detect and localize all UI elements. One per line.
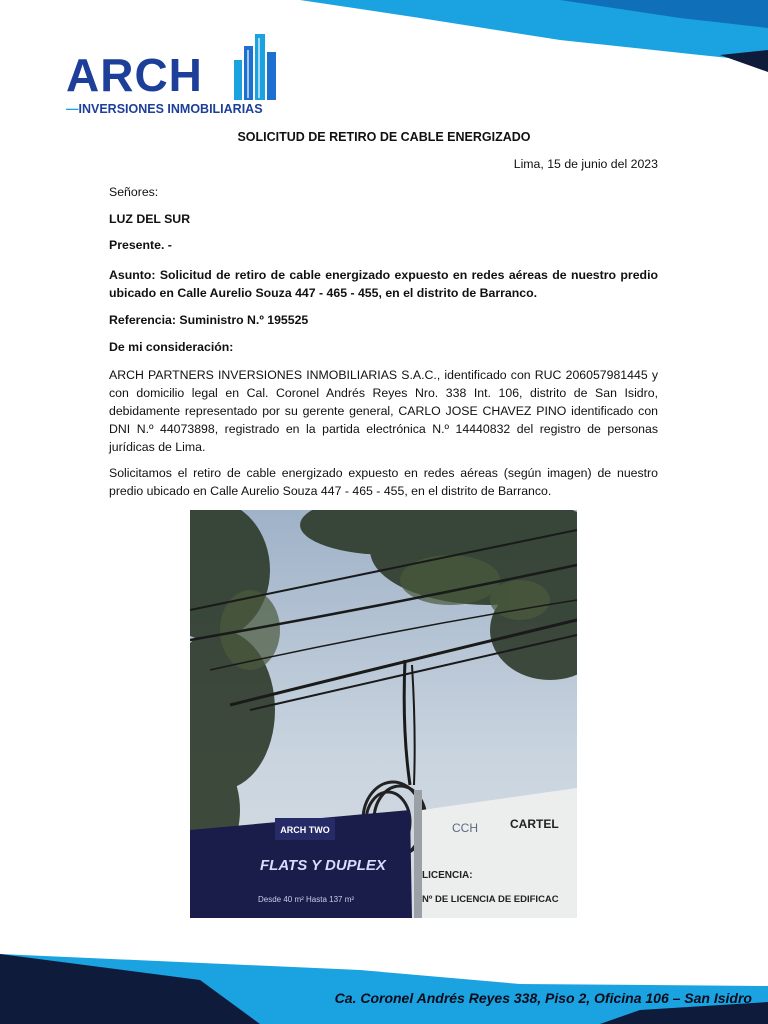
footer-address: Ca. Coronel Andrés Reyes 338, Piso 2, Oficina 106 – San Isidro	[334, 990, 752, 1006]
sign-cartel-text: CARTEL	[510, 817, 559, 831]
document-date: Lima, 15 de junio del 2023	[513, 157, 658, 171]
sign-numero-text: Nº DE LICENCIA DE EDIFICAC	[422, 894, 559, 905]
photo-illustration	[190, 510, 577, 918]
sign-flats-text: FLATS Y DUPLEX	[260, 857, 386, 874]
cable-photo	[190, 510, 577, 918]
company-logo	[66, 32, 296, 122]
document-title: SOLICITUD DE RETIRO DE CABLE ENERGIZADO	[237, 130, 531, 144]
addressee: LUZ DEL SUR	[109, 212, 191, 226]
presente-line: Presente. -	[109, 238, 172, 252]
asunto-paragraph: Asunto: Solicitud de retiro de cable energizado expuesto en redes aéreas de nuestro predio ubicado en Calle Aurelio Souza 447 - 465 - 455, en el distrito de Barranco.	[109, 268, 658, 300]
consideracion-line: De mi consideración:	[109, 340, 234, 354]
logo-tagline: —INVERSIONES INMOBILIARIAS	[66, 102, 263, 116]
referencia-line: Referencia: Suministro N.º 195525	[109, 313, 309, 327]
sign-size-text: Desde 40 m² Hasta 137 m²	[258, 895, 355, 904]
body-paragraph-1: ARCH PARTNERS INVERSIONES INMOBILIARIAS S.A.C., identificado con RUC 206057981445 y con domicilio legal en Cal. Coronel Andrés Reyes Nro. 338 Int. 106, distrito de San Isidro, debidamente representado por su gerente general, CARLO JOSE CHAVEZ PINO identificado con DNI N.º 44073898, registrado en la partida electrónica N.º 14440832 del registro de personas jurídicas de Lima.	[109, 368, 658, 454]
building-icon	[232, 32, 280, 100]
body-paragraph-2: Solicitamos el retiro de cable energizado expuesto en redes aéreas (según imagen) de nuestro predio ubicado en Calle Aurelio Souza 447 - 465 - 455, en el distrito de Barranco.	[109, 466, 658, 498]
sign-licencia-text: LICENCIA:	[422, 870, 473, 881]
footer-decoration	[0, 940, 768, 1024]
sign-cch-text: CCH	[452, 821, 478, 835]
logo-wordmark: ARCH	[66, 49, 203, 101]
logo-tagline-text: INVERSIONES INMOBILIARIAS	[78, 102, 263, 116]
sign-brand-text: ARCH TWO	[280, 825, 330, 835]
salutation: Señores:	[109, 185, 159, 199]
